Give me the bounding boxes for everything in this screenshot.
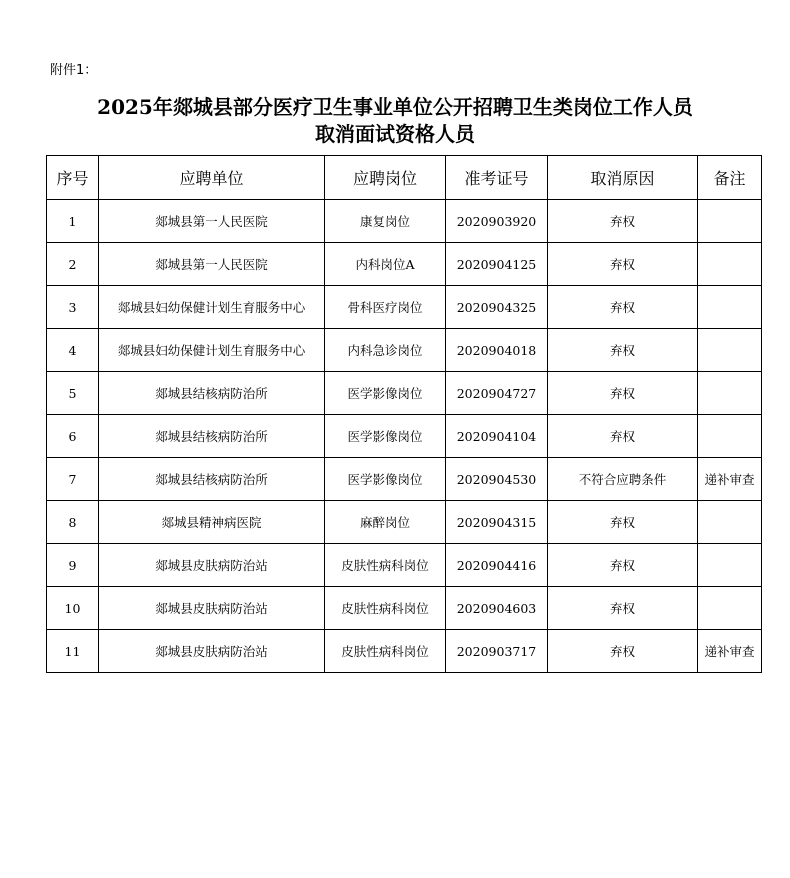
cell-ticket-number: 2020904416 xyxy=(446,544,548,587)
cell-serial: 3 xyxy=(47,286,99,329)
cell-reason: 弃权 xyxy=(548,587,698,630)
cell-serial: 5 xyxy=(47,372,99,415)
cell-remarks: 递补审查 xyxy=(698,630,762,673)
cell-unit: 郯城县结核病防治所 xyxy=(99,372,325,415)
cell-ticket-number: 2020904125 xyxy=(446,243,548,286)
cell-position: 皮肤性病科岗位 xyxy=(325,587,446,630)
cell-remarks: 递补审查 xyxy=(698,458,762,501)
document-title xyxy=(0,94,790,148)
header-remarks: 备注 xyxy=(698,156,762,200)
table-row xyxy=(47,415,762,458)
cell-reason: 弃权 xyxy=(548,415,698,458)
cell-position: 医学影像岗位 xyxy=(325,458,446,501)
cell-unit: 郯城县第一人民医院 xyxy=(99,200,325,243)
cell-position: 内科岗位A xyxy=(325,243,446,286)
cell-reason: 弃权 xyxy=(548,286,698,329)
cell-serial: 2 xyxy=(47,243,99,286)
table-row xyxy=(47,587,762,630)
cell-reason: 弃权 xyxy=(548,243,698,286)
header-serial: 序号 xyxy=(47,156,99,200)
header-position: 应聘岗位 xyxy=(325,156,446,200)
header-unit: 应聘单位 xyxy=(99,156,325,200)
cell-unit: 郯城县妇幼保健计划生育服务中心 xyxy=(99,329,325,372)
cell-position: 麻醉岗位 xyxy=(325,501,446,544)
table-row xyxy=(47,200,762,243)
cell-ticket-number: 2020903717 xyxy=(446,630,548,673)
cell-serial: 9 xyxy=(47,544,99,587)
title-line-2: 取消面试资格人员 xyxy=(315,122,475,146)
cell-unit: 郯城县皮肤病防治站 xyxy=(99,587,325,630)
table-row xyxy=(47,372,762,415)
cell-reason: 弃权 xyxy=(548,200,698,243)
table-row xyxy=(47,243,762,286)
cell-reason: 弃权 xyxy=(548,544,698,587)
cell-reason: 弃权 xyxy=(548,630,698,673)
cell-remarks xyxy=(698,200,762,243)
cell-remarks xyxy=(698,587,762,630)
cell-ticket-number: 2020904325 xyxy=(446,286,548,329)
table-row xyxy=(47,286,762,329)
cell-remarks xyxy=(698,286,762,329)
cell-position: 内科急诊岗位 xyxy=(325,329,446,372)
title-line-1: 2025年郯城县部分医疗卫生事业单位公开招聘卫生类岗位工作人员 xyxy=(97,95,693,119)
cell-position: 医学影像岗位 xyxy=(325,372,446,415)
header-reason: 取消原因 xyxy=(548,156,698,200)
cell-position: 康复岗位 xyxy=(325,200,446,243)
cell-unit: 郯城县妇幼保健计划生育服务中心 xyxy=(99,286,325,329)
cell-ticket-number: 2020904315 xyxy=(446,501,548,544)
cell-remarks xyxy=(698,501,762,544)
cell-remarks xyxy=(698,544,762,587)
cell-remarks xyxy=(698,329,762,372)
cell-reason: 不符合应聘条件 xyxy=(548,458,698,501)
cell-reason: 弃权 xyxy=(548,501,698,544)
table-row xyxy=(47,544,762,587)
cell-remarks xyxy=(698,415,762,458)
cell-unit: 郯城县皮肤病防治站 xyxy=(99,630,325,673)
table-row xyxy=(47,329,762,372)
table-row xyxy=(47,630,762,673)
header-ticket-number: 准考证号 xyxy=(446,156,548,200)
table-header-row xyxy=(47,156,762,200)
attachment-label: 附件1： xyxy=(50,63,98,78)
cell-serial: 1 xyxy=(47,200,99,243)
cell-serial: 11 xyxy=(47,630,99,673)
cell-ticket-number: 2020903920 xyxy=(446,200,548,243)
cell-serial: 10 xyxy=(47,587,99,630)
table-row xyxy=(47,458,762,501)
cell-position: 医学影像岗位 xyxy=(325,415,446,458)
cell-unit: 郯城县结核病防治所 xyxy=(99,415,325,458)
cell-unit: 郯城县结核病防治所 xyxy=(99,458,325,501)
cell-reason: 弃权 xyxy=(548,372,698,415)
cell-ticket-number: 2020904018 xyxy=(446,329,548,372)
cell-unit: 郯城县皮肤病防治站 xyxy=(99,544,325,587)
cell-position: 骨科医疗岗位 xyxy=(325,286,446,329)
cell-position: 皮肤性病科岗位 xyxy=(325,544,446,587)
cell-position: 皮肤性病科岗位 xyxy=(325,630,446,673)
cell-ticket-number: 2020904530 xyxy=(446,458,548,501)
cell-serial: 7 xyxy=(47,458,99,501)
cell-remarks xyxy=(698,372,762,415)
cell-ticket-number: 2020904727 xyxy=(446,372,548,415)
cell-serial: 4 xyxy=(47,329,99,372)
cell-remarks xyxy=(698,243,762,286)
cell-unit: 郯城县精神病医院 xyxy=(99,501,325,544)
table-row xyxy=(47,501,762,544)
cell-unit: 郯城县第一人民医院 xyxy=(99,243,325,286)
cell-serial: 6 xyxy=(47,415,99,458)
cell-reason: 弃权 xyxy=(548,329,698,372)
cancellation-table xyxy=(46,155,762,673)
cell-ticket-number: 2020904104 xyxy=(446,415,548,458)
cell-serial: 8 xyxy=(47,501,99,544)
cell-ticket-number: 2020904603 xyxy=(446,587,548,630)
